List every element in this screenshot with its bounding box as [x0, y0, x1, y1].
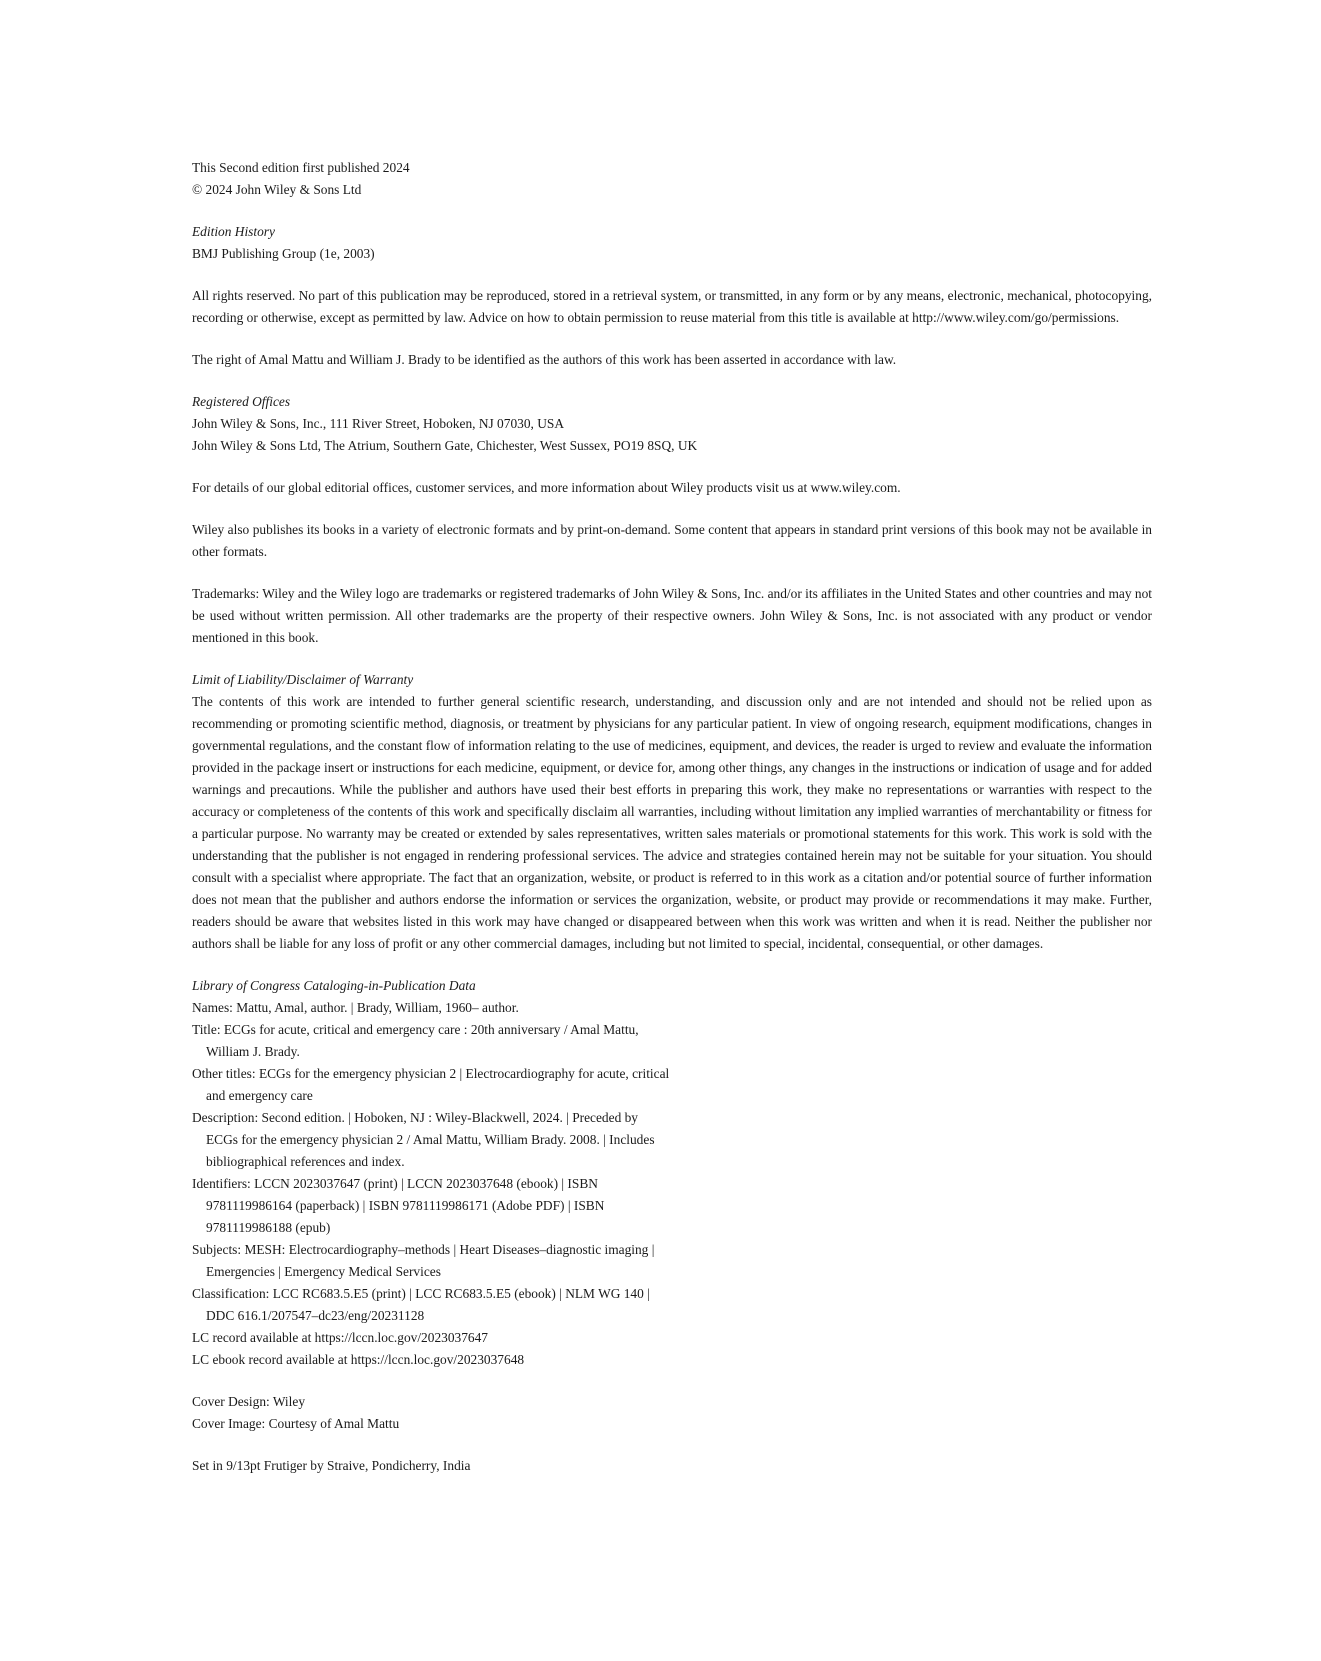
- cip-description: Description: Second edition. | Hoboken, NJ : Wiley-Blackwell, 2024. | Preceded by ECGs for the emergency physician 2 / Amal Mattu, William Brady. 2008. | Includes bibliographical references and index.: [192, 1110, 655, 1169]
- trademarks-text: Trademarks: Wiley and the Wiley logo are trademarks or registered trademarks of John Wiley & Sons, Inc. and/or its affiliates in the United States and other countries and may not be used without written permission. All other trademarks are the property of their respective owners. John Wiley & Sons, Inc. is not associated with any product or vendor mentioned in this book.: [192, 586, 1152, 645]
- cip-lc-ebook-record: LC ebook record available at https://lccn.loc.gov/2023037648: [192, 1352, 525, 1367]
- cip-heading: Library of Congress Cataloging-in-Publication Data: [192, 978, 476, 993]
- office-uk: John Wiley & Sons Ltd, The Atrium, Southern Gate, Chichester, West Sussex, PO19 8SQ, UK: [192, 438, 698, 453]
- cover-image: Cover Image: Courtesy of Amal Mattu: [192, 1416, 400, 1431]
- copyright-line: © 2024 John Wiley & Sons Ltd: [192, 182, 362, 197]
- edition-info: [192, 157, 1152, 201]
- cip-data: [192, 975, 672, 1371]
- cip-classification: Classification: LCC RC683.5.E5 (print) | LCC RC683.5.E5 (ebook) | NLM WG 140 | DDC 616.1/207547–dc23/eng/20231128: [192, 1286, 650, 1323]
- office-us: John Wiley & Sons, Inc., 111 River Street, Hoboken, NJ 07030, USA: [192, 416, 565, 431]
- disclaimer-heading: Limit of Liability/Disclaimer of Warranty: [192, 672, 414, 687]
- cip-other-titles: Other titles: ECGs for the emergency physician 2 | Electrocardiography for acute, critical and emergency care: [192, 1066, 670, 1103]
- edition-history-text: BMJ Publishing Group (1e, 2003): [192, 246, 375, 261]
- registered-offices: [192, 391, 1152, 457]
- edition-line: This Second edition first published 2024: [192, 160, 410, 175]
- rights-paragraph: [192, 285, 1152, 329]
- typesetting-info: [192, 1455, 1152, 1477]
- details-text: For details of our global editorial offices, customer services, and more information about Wiley products visit us at www.wiley.com.: [192, 480, 901, 495]
- authors-right-text: The right of Amal Mattu and William J. Brady to be identified as the authors of this work has been asserted in accordance with law.: [192, 352, 897, 367]
- edition-history: [192, 221, 1152, 265]
- cover-design: Cover Design: Wiley: [192, 1394, 306, 1409]
- trademarks-paragraph: [192, 583, 1152, 649]
- disclaimer-text: The contents of this work are intended to further general scientific research, understanding, and discussion only and are not intended and should not be relied upon as recommending or promoting scientific method, diagnosis, or treatment by physicians for any particular patient. In view of ongoing research, equipment modifications, changes in governmental regulations, and the constant flow of information relating to the use of medicines, equipment, and devices, the reader is urged to review and evaluate the information provided in the package insert or instructions for each medicine, equipment, or device for, among other things, any changes in the instructions or indication of usage and for added warnings and precautions. While the publisher and authors have used their best efforts in preparing this work, they make no representations or warranties with respect to the accuracy or completeness of the contents of this work and specifically disclaim all warranties, including without limitation any implied warranties of merchantability or fitness for a particular purpose. No warranty may be created or extended by sales representatives, written sales materials or promotional statements for this work. This work is sold with the understanding that the publisher is not engaged in rendering professional services. The advice and strategies contained herein may not be suitable for your situation. You should consult with a specialist where appropriate. The fact that an organization, website, or product is referred to in this work as a citation and/or potential source of further information does not mean that the publisher and authors endorse the information or services the organization, website, or product may provide or recommendations it may make. Further, readers should be aware that websites listed in this work may have changed or disappeared between when this work was written and when it is read. Neither the publisher nor authors shall be liable for any loss of profit or any other commercial damages, including but not limited to special, incidental, consequential, or other damages.: [192, 694, 1152, 951]
- cip-title: Title: ECGs for acute, critical and emergency care : 20th anniversary / Amal Mattu, William J. Brady.: [192, 1022, 639, 1059]
- edition-history-heading: Edition History: [192, 224, 275, 239]
- formats-paragraph: [192, 519, 1152, 563]
- cip-subjects: Subjects: MESH: Electrocardiography–methods | Heart Diseases–diagnostic imaging | Emergencies | Emergency Medical Services: [192, 1242, 655, 1279]
- typesetting-text: Set in 9/13pt Frutiger by Straive, Pondicherry, India: [192, 1458, 471, 1473]
- registered-offices-heading: Registered Offices: [192, 394, 291, 409]
- cip-identifiers: Identifiers: LCCN 2023037647 (print) | LCCN 2023037648 (ebook) | ISBN 9781119986164 (paperback) | ISBN 9781119986171 (Adobe PDF) | ISBN 9781119986188 (epub): [192, 1176, 605, 1235]
- cover-credits: [192, 1391, 1152, 1435]
- rights-text: All rights reserved. No part of this publication may be reproduced, stored in a retrieval system, or transmitted, in any form or by any means, electronic, mechanical, photocopying, recording or otherwise, except as permitted by law. Advice on how to obtain permission to reuse material from this title is available at http://www.wiley.com/go/permissions.: [192, 288, 1152, 325]
- authors-right-paragraph: [192, 349, 1152, 371]
- disclaimer: [192, 669, 1152, 955]
- formats-text: Wiley also publishes its books in a variety of electronic formats and by print-on-demand. Some content that appears in standard print versions of this book may not be available in other formats.: [192, 522, 1152, 559]
- copyright-page: [192, 157, 1152, 1477]
- details-paragraph: [192, 477, 1152, 499]
- cip-lc-record: LC record available at https://lccn.loc.gov/2023037647: [192, 1330, 489, 1345]
- cip-names: Names: Mattu, Amal, author. | Brady, William, 1960– author.: [192, 1000, 519, 1015]
